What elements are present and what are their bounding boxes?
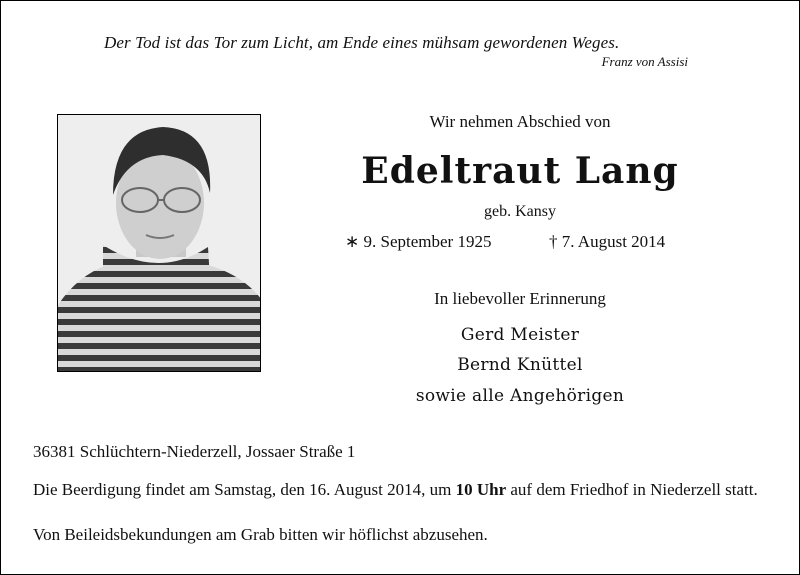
farewell-line: Wir nehmen Abschied von xyxy=(429,112,611,131)
funeral-text-pre: Die Beerdigung findet am Samstag, den 16. August 2014, um xyxy=(33,480,456,499)
mourner-name: Bernd Knüttel xyxy=(457,355,583,375)
address: 36381 Schlüchtern-Niederzell, Jossaer Straße 1 xyxy=(33,442,356,461)
quote-text: Der Tod ist das Tor zum Licht, am Ende eines mühsam gewordenen Weges. xyxy=(104,33,620,52)
memory-line: In liebevoller Erinnerung xyxy=(434,289,606,308)
funeral-time: 10 Uhr xyxy=(455,480,507,499)
maiden-name: geb. Kansy xyxy=(484,203,556,220)
death-date: † 7. August 2014 xyxy=(549,232,666,251)
mourner-name: Gerd Meister xyxy=(460,325,580,345)
funeral-text-post: auf dem Friedhof in Niederzell statt. xyxy=(506,480,758,499)
mourner-name: sowie alle Angehörigen xyxy=(415,386,625,406)
condolence-note: Von Beileidsbekundungen am Grab bitten wir höflichst abzusehen. xyxy=(33,525,488,544)
birth-date: ∗ 9. September 1925 xyxy=(345,232,492,251)
portrait-photo xyxy=(57,114,261,372)
deceased-name: Edeltraut Lang xyxy=(361,150,679,192)
funeral-info xyxy=(33,479,773,500)
quote-author: Franz von Assisi xyxy=(601,54,688,69)
